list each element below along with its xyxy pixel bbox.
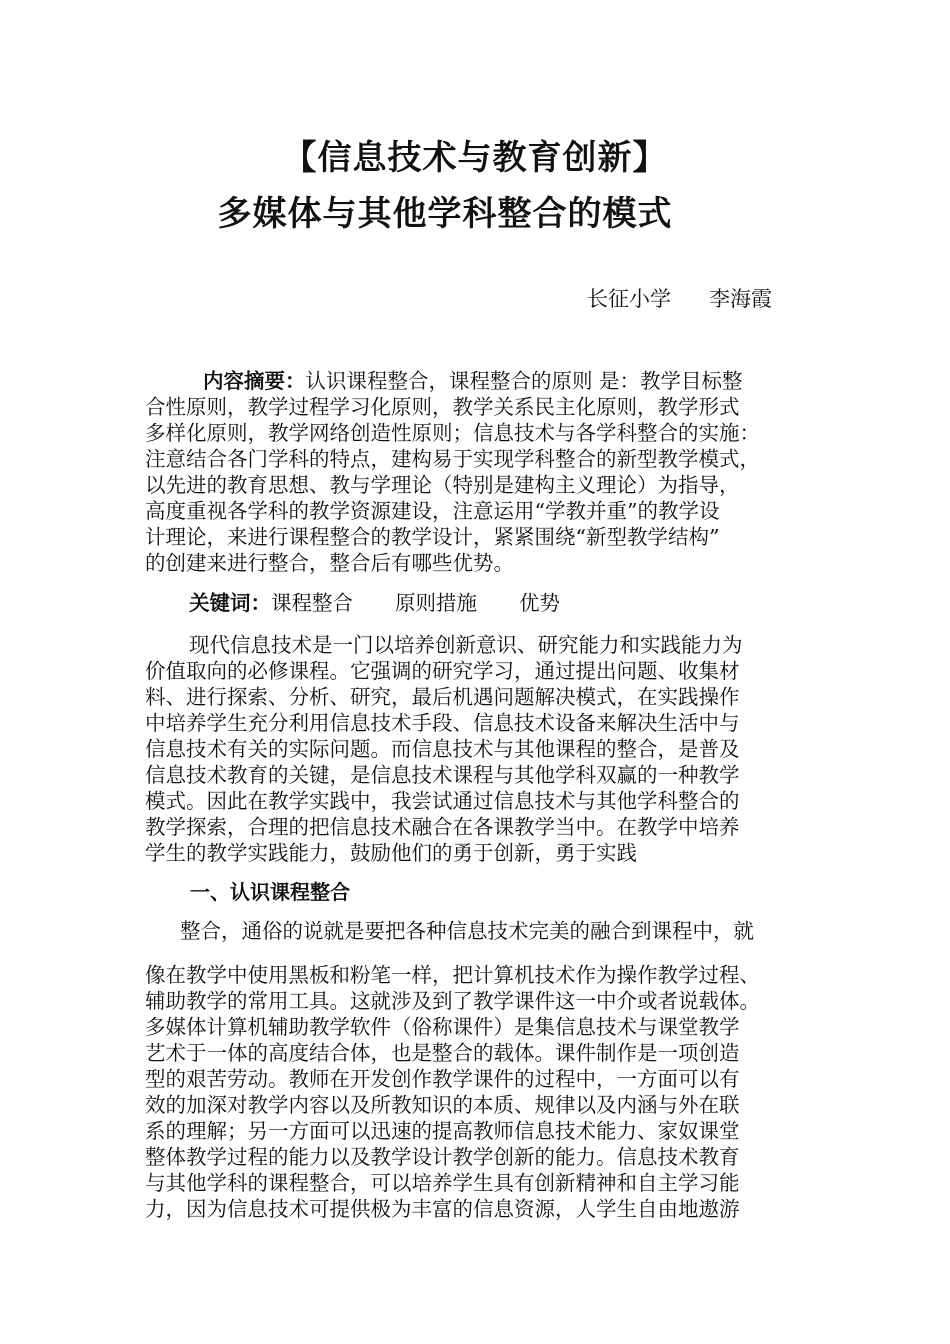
intro-line: 模式。因此在教学实践中，我尝试通过信息技术与其他学科整合的 [145, 789, 740, 813]
section1-line: 力，因为信息技术可提供极为丰富的信息资源，人学生自由地遨游 [145, 1197, 740, 1221]
section1-line: 整体教学过程的能力以及教学设计教学创新的能力。信息技术教育 [145, 1145, 740, 1169]
intro-line: 信息技术教育的关键，是信息技术课程与其他学科双赢的一种教学 [145, 763, 740, 787]
intro-line: 价值取向的必修课程。它强调的研究学习，通过提出问题、收集材 [145, 659, 740, 683]
intro-line: 教学探索，合理的把信息技术融合在各课教学当中。在教学中培养 [145, 815, 740, 839]
abstract-label: 内容摘要： [203, 369, 306, 393]
section1-line: 型的艰苦劳动。教师在开发创作教学课件的过程中，一方面可以有 [145, 1067, 740, 1091]
intro-line: 中培养学生充分利用信息技术手段、信息技术设备来解决生活中与 [145, 711, 740, 735]
section1-line: 多媒体计算机辅助教学软件（俗称课件）是集信息技术与课堂教学 [145, 1015, 740, 1039]
keywords-line [189, 590, 560, 616]
keyword-item: 课程整合 [271, 591, 353, 615]
section-heading: 一、认识课程整合 [190, 880, 350, 904]
section1-line: 效的加深对教学内容以及所教知识的本质、规律以及内涵与外在联 [145, 1093, 740, 1117]
abstract-line: 以先进的教育思想、教与学理论（特别是建构主义理论）为指导， [145, 473, 740, 497]
author-name: 李海霞 [709, 287, 772, 311]
abstract-line: 合性原则，教学过程学习化原则，教学关系民主化原则，教学形式 [145, 395, 740, 419]
document-title-line1: 【信息技术与教育创新】 [282, 138, 668, 178]
abstract-line: 注意结合各门学科的特点，建构易于实现学科整合的新型教学模式， [145, 447, 760, 471]
keyword-item: 优势 [519, 591, 560, 615]
section1-line: 与其他学科的课程整合，可以培养学生具有创新精神和自主学习能 [145, 1171, 740, 1195]
section1-line: 像在教学中使用黑板和粉笔一样，把计算机技术作为操作教学过程、 [145, 963, 760, 987]
abstract-line [203, 368, 743, 394]
intro-line: 现代信息技术是一门以培养创新意识、研究能力和实践能力为 [189, 633, 743, 657]
section1-first-line: 整合，通俗的说就是要把各种信息技术完美的融合到课程中，就 [180, 919, 754, 943]
abstract-line: 计理论，来进行课程整合的教学设计，紧紧围绕“新型教学结构” [145, 525, 720, 549]
intro-line: 学生的教学实践能力，鼓励他们的勇于创新，勇于实践 [145, 841, 637, 865]
author-line [587, 283, 772, 313]
intro-line: 料、进行探索、分析、研究，最后机遇问题解决模式，在实践操作 [145, 685, 740, 709]
intro-line: 信息技术有关的实际问题。而信息技术与其他课程的整合，是普及 [145, 737, 740, 761]
section1-line: 系的理解；另一方面可以迅速的提高教师信息技术能力、家奴课堂 [145, 1119, 740, 1143]
abstract-text: 认识课程整合，课程整合的原则 是：教学目标整 [305, 369, 743, 393]
keyword-item: 原则措施 [395, 591, 477, 615]
abstract-line: 的创建来进行整合，整合后有哪些优势。 [145, 551, 514, 575]
keywords-label: 关键词： [189, 591, 271, 615]
abstract-line: 高度重视各学科的教学资源建设，注意运用“学教并重”的教学设 [145, 499, 720, 523]
section1-line: 辅助教学的常用工具。这就涉及到了教学课件这一中介或者说载体。 [145, 989, 760, 1013]
document-title-line2: 多媒体与其他学科整合的模式 [217, 194, 673, 234]
author-school: 长征小学 [587, 287, 671, 311]
section1-line: 艺术于一体的高度结合体，也是整合的载体。课件制作是一项创造 [145, 1041, 740, 1065]
abstract-line: 多样化原则，教学网络创造性原则；信息技术与各学科整合的实施： [145, 421, 760, 445]
